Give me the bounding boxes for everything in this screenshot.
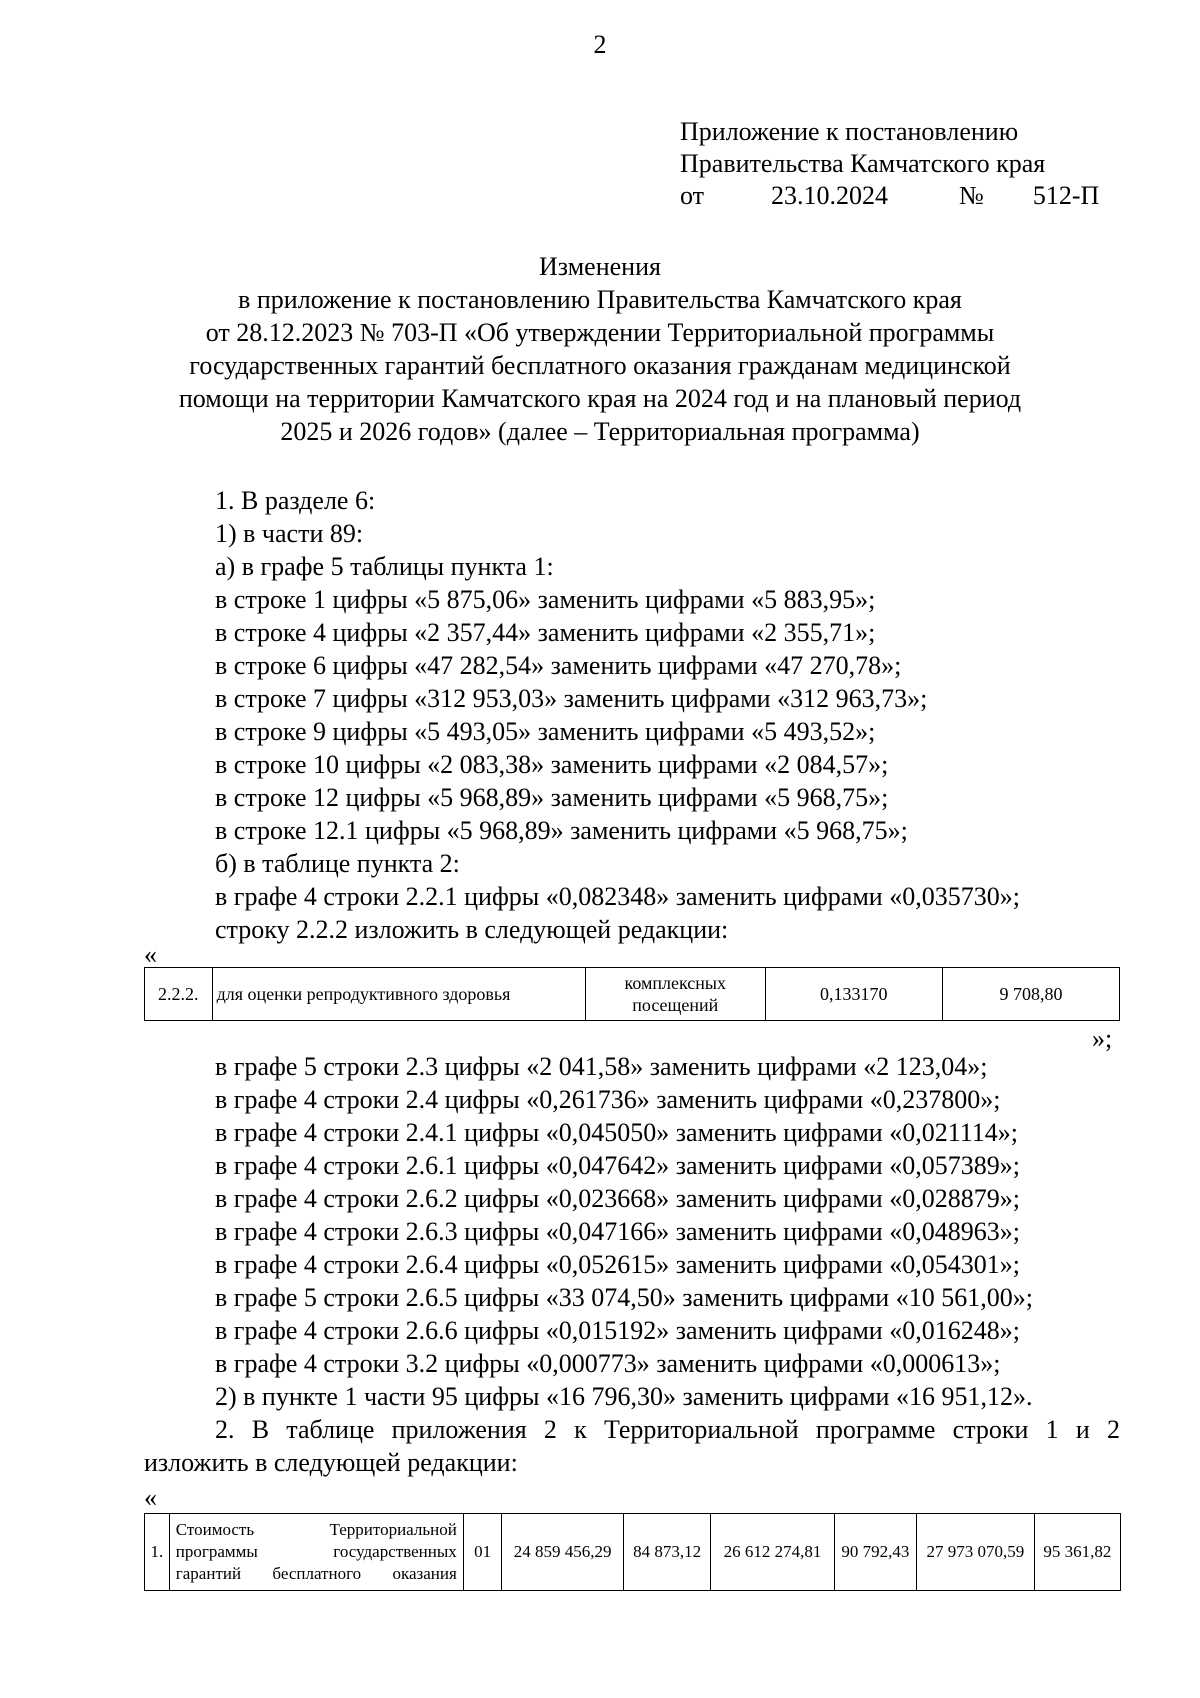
paragraph-2-line-2: изложить в следующей редакции:	[144, 1448, 518, 1477]
appendix-line-2: Правительства Камчатского края	[680, 149, 1046, 178]
title-line: помощи на территории Камчатского края на 2024 год и на плановый период	[178, 384, 1022, 413]
value-cell: 26 612 274,81	[711, 1514, 835, 1591]
title-heading: Изменения	[539, 252, 661, 281]
title-line: в приложение к постановлению Правительства Камчатского края	[238, 285, 962, 314]
page-number: 2	[593, 30, 607, 59]
row-number: 2.2.2.	[145, 968, 213, 1021]
open-quote: «	[144, 940, 157, 969]
appendix-number: 512-П	[1032, 181, 1100, 210]
row-number: 1.	[145, 1514, 170, 1591]
paragraph-line: в строке 6 цифры «47 282,54» заменить цифрами «47 270,78»;	[215, 651, 902, 680]
paragraph-line: 1) в части 89:	[215, 519, 364, 548]
row-name	[169, 1514, 463, 1591]
paragraph-line: в графе 4 строки 2.4 цифры «0,261736» заменить цифрами «0,237800»;	[215, 1085, 1001, 1114]
paragraph-line: в строке 12 цифры «5 968,89» заменить цифрами «5 968,75»;	[215, 783, 889, 812]
paragraph-line: в строке 9 цифры «5 493,05» заменить цифрами «5 493,52»;	[215, 717, 876, 746]
paragraph-line: в графе 4 строки 2.6.4 цифры «0,052615» заменить цифрами «0,054301»;	[215, 1250, 1020, 1279]
paragraph-line: строку 2.2.2 изложить в следующей редакции:	[215, 915, 729, 944]
paragraph-line: 2) в пункте 1 части 95 цифры «16 796,30» заменить цифрами «16 951,12».	[215, 1382, 1033, 1411]
paragraph-line: в графе 5 строки 2.3 цифры «2 041,58» заменить цифрами «2 123,04»;	[215, 1052, 988, 1081]
value-cell: 84 873,12	[623, 1514, 710, 1591]
paragraph-line: в графе 4 строки 3.2 цифры «0,000773» заменить цифрами «0,000613»;	[215, 1349, 1001, 1378]
paragraph-line: в строке 10 цифры «2 083,38» заменить цифрами «2 084,57»;	[215, 750, 889, 779]
paragraph-line: 1. В разделе 6:	[215, 486, 376, 515]
row-value: 0,133170	[765, 968, 942, 1021]
paragraph-line: в строке 12.1 цифры «5 968,89» заменить цифрами «5 968,75»;	[215, 816, 908, 845]
row-cost: 9 708,80	[942, 968, 1119, 1021]
table-row-1	[144, 1513, 1121, 1591]
paragraph-line: б) в таблице пункта 2:	[215, 849, 460, 878]
paragraph-2-line-1: 2. В таблице приложения 2 к Территориальной программе строки 1 и 2	[215, 1415, 1120, 1444]
unit-line-2: посещений	[632, 995, 719, 1015]
appendix-date-line	[680, 180, 1099, 212]
paragraph-line: в строке 1 цифры «5 875,06» заменить цифрами «5 883,95»;	[215, 585, 876, 614]
number-sign: №	[959, 181, 984, 210]
from-label: от	[680, 181, 705, 210]
appendix-date: 23.10.2024	[771, 181, 889, 210]
paragraph-line: в графе 4 строки 2.2.1 цифры «0,082348» заменить цифрами «0,035730»;	[215, 882, 1020, 911]
paragraph-line: в графе 4 строки 2.6.2 цифры «0,023668» заменить цифрами «0,028879»;	[215, 1184, 1020, 1213]
value-cell: 90 792,43	[834, 1514, 916, 1591]
paragraph-line: а) в графе 5 таблицы пункта 1:	[215, 552, 554, 581]
paragraph-line: в строке 4 цифры «2 357,44» заменить цифрами «2 355,71»;	[215, 618, 876, 647]
paragraph-line: в строке 7 цифры «312 953,03» заменить цифрами «312 963,73»;	[215, 684, 928, 713]
paragraph-line: в графе 4 строки 2.6.6 цифры «0,015192» заменить цифрами «0,016248»;	[215, 1316, 1020, 1345]
title-line: 2025 и 2026 годов» (далее – Территориальная программа)	[280, 417, 920, 446]
paragraph-line: в графе 4 строки 2.6.3 цифры «0,047166» заменить цифрами «0,048963»;	[215, 1217, 1020, 1246]
value-cell: 95 361,82	[1034, 1514, 1120, 1591]
row-code: 01	[463, 1514, 502, 1591]
appendix-line-1: Приложение к постановлению	[680, 117, 1019, 146]
paragraph-line: в графе 4 строки 2.6.1 цифры «0,047642» заменить цифрами «0,057389»;	[215, 1151, 1020, 1180]
value-cell: 24 859 456,29	[502, 1514, 624, 1591]
row-name: для оценки репродуктивного здоровья	[212, 968, 585, 1021]
name-line: гарантий бесплатного оказания	[175, 1564, 457, 1583]
name-line: программы государственных	[175, 1542, 457, 1561]
value-cell: 27 973 070,59	[917, 1514, 1035, 1591]
paragraph-line: в графе 5 строки 2.6.5 цифры «33 074,50» заменить цифрами «10 561,00»;	[215, 1283, 1033, 1312]
unit-line-1: комплексных	[624, 973, 726, 993]
name-line: Стоимость Территориальной	[175, 1520, 457, 1539]
table-row-2-2-2	[144, 967, 1120, 1021]
open-quote-2: «	[144, 1483, 157, 1512]
close-quote: »;	[1092, 1024, 1113, 1053]
paragraph-line: в графе 4 строки 2.4.1 цифры «0,045050» заменить цифрами «0,021114»;	[215, 1118, 1019, 1147]
title-line: от 28.12.2023 № 703-П «Об утверждении Территориальной программы	[205, 318, 995, 347]
title-line: государственных гарантий бесплатного оказания гражданам медицинской	[189, 351, 1011, 380]
row-unit	[585, 968, 765, 1021]
